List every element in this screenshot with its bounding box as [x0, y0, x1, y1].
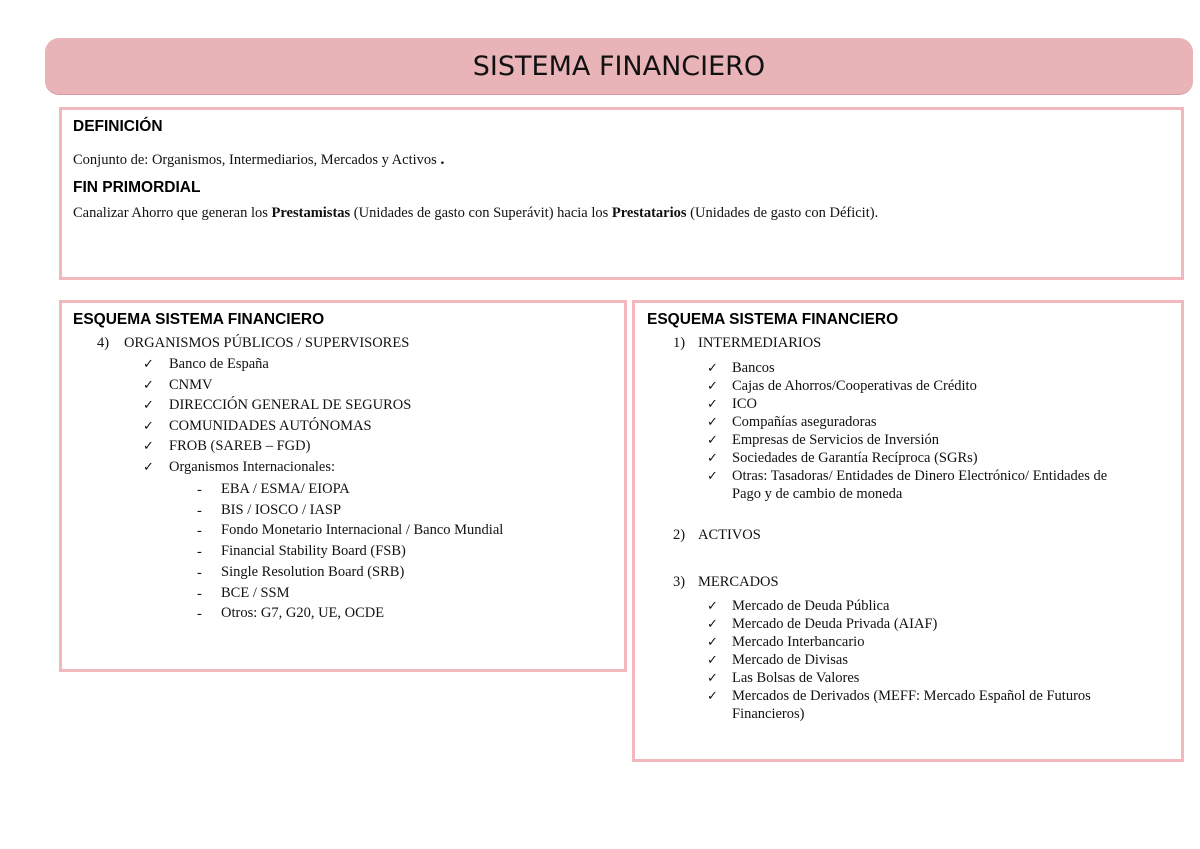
- list-item: Financieros): [732, 706, 805, 722]
- list-item: BIS / IOSCO / IASP: [221, 501, 342, 518]
- list-item: Sociedades de Garantía Recíproca (SGRs): [732, 450, 978, 466]
- mercados-label: MERCADOS: [698, 574, 779, 590]
- list-item: Banco de España: [169, 356, 269, 372]
- activos-number: 2): [673, 527, 686, 543]
- checkmark-icon: ✓: [707, 379, 718, 394]
- fin-text: Canalizar Ahorro que generan los Prestamistas (Unidades de gasto con Superávit) hacia los Prestatarios (Unidades de gasto con Déficit).: [73, 205, 879, 221]
- checkmark-icon: ✓: [707, 361, 718, 376]
- checkmark-icon: ✓: [143, 418, 154, 434]
- list-item: Financial Stability Board (FSB): [221, 543, 406, 560]
- list-item: Compañías aseguradoras: [732, 414, 877, 430]
- dash-bullet: -: [197, 502, 202, 519]
- dash-bullet: -: [197, 482, 202, 498]
- checkmark-icon: ✓: [707, 671, 718, 686]
- fin-heading: FIN PRIMORDIAL: [73, 179, 201, 196]
- left-section-number: 4): [97, 335, 110, 351]
- checkmark-icon: ✓: [707, 451, 718, 466]
- list-item: Mercado de Deuda Pública: [732, 598, 890, 614]
- intermediarios-label: INTERMEDIARIOS: [698, 335, 822, 351]
- list-item: COMUNIDADES AUTÓNOMAS: [169, 417, 372, 434]
- list-item: Bancos: [732, 360, 775, 376]
- dash-bullet: -: [197, 523, 202, 540]
- list-item: Cajas de Ahorros/Cooperativas de Crédito: [732, 378, 977, 394]
- list-item: EBA / ESMA/ EIOPA: [221, 481, 350, 497]
- list-item: BCE / SSM: [221, 584, 290, 601]
- left-section-label: ORGANISMOS PÚBLICOS / SUPERVISORES: [124, 335, 410, 351]
- list-item: Pago y de cambio de moneda: [732, 486, 903, 502]
- list-item: FROB (SAREB – FGD): [169, 438, 311, 454]
- list-item: CNMV: [169, 376, 213, 393]
- checkmark-icon: ✓: [143, 377, 154, 393]
- list-item: Empresas de Servicios de Inversión: [732, 432, 939, 448]
- checkmark-icon: ✓: [707, 397, 718, 412]
- checkmark-icon: ✓: [707, 635, 718, 650]
- checkmark-icon: ✓: [143, 398, 154, 413]
- list-item: Otras: Tasadoras/ Entidades de Dinero Electrónico/ Entidades de: [732, 468, 1108, 484]
- checkmark-icon: ✓: [707, 469, 718, 484]
- checkmark-icon: ✓: [707, 617, 718, 632]
- list-item: Otros: G7, G20, UE, OCDE: [221, 605, 385, 622]
- list-item: Las Bolsas de Valores: [732, 670, 860, 686]
- list-item: Mercado Interbancario: [732, 634, 865, 650]
- dash-bullet: -: [197, 544, 202, 561]
- intermediarios-number: 1): [673, 335, 686, 351]
- checkmark-icon: ✓: [707, 653, 718, 668]
- checkmark-icon: ✓: [707, 415, 718, 430]
- list-item: Mercado de Divisas: [732, 652, 848, 668]
- checkmark-icon: ✓: [143, 357, 154, 372]
- definition-heading: DEFINICIÓN: [73, 118, 163, 135]
- checkmark-icon: ✓: [143, 459, 154, 475]
- checkmark-icon: ✓: [143, 439, 154, 454]
- list-item: Organismos Internacionales:: [169, 458, 336, 475]
- dash-bullet: -: [197, 585, 202, 602]
- definition-box: [59, 107, 1184, 280]
- list-item: Mercados de Derivados (MEFF: Mercado Español de Futuros: [732, 688, 1091, 704]
- list-item: DIRECCIÓN GENERAL DE SEGUROS: [169, 397, 412, 413]
- page-title: SISTEMA FINANCIERO: [45, 38, 1193, 94]
- list-item: Single Resolution Board (SRB): [221, 563, 405, 580]
- list-item: Fondo Monetario Internacional / Banco Mundial: [221, 522, 504, 539]
- definition-text: Conjunto de: Organismos, Intermediarios, Mercados y Activos .: [73, 151, 445, 168]
- checkmark-icon: ✓: [707, 433, 718, 448]
- right-scheme-heading: ESQUEMA SISTEMA FINANCIERO: [647, 311, 899, 328]
- checkmark-icon: ✓: [707, 689, 718, 704]
- list-item: ICO: [732, 396, 757, 412]
- left-scheme-heading: ESQUEMA SISTEMA FINANCIERO: [73, 311, 325, 328]
- checkmark-icon: ✓: [707, 599, 718, 614]
- activos-label: ACTIVOS: [698, 527, 761, 543]
- dash-bullet: -: [197, 606, 202, 623]
- list-item: Mercado de Deuda Privada (AIAF): [732, 616, 938, 632]
- dash-bullet: -: [197, 564, 202, 581]
- mercados-number: 3): [673, 574, 686, 590]
